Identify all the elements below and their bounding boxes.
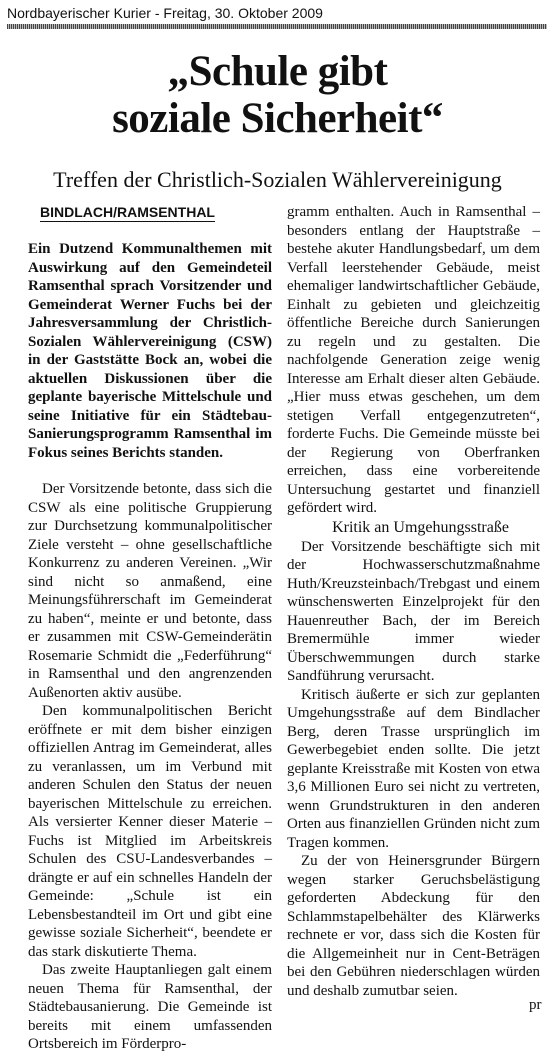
body-paragraph-3: Das zweite Hauptanliegen galt einem neuen Thema für Ramsenthal, der Städtebausanierung. Die Gemeinde ist bereits mit einem umfassenden Ortsbereich im Förderpro- [28,962,272,1052]
body-paragraph-3-continued: gramm enthalten. Auch in Ramsenthal – besonders entlang der Hauptstraße – bestehe akuter Handlungsbedarf, um dem Verfall leerstehender Gebäude, meist ehemaliger landwirtschaftlicher Gebäude, Einhalt zu gebieten und gleichzeitig öffentliche Bereiche durch Sanierungen zu regeln und zu gestalten. Die nachfolgende Generation zeige wenig Interesse am Erhalt dieser alten Gebäude. „Hier muss etwas geschehen, um dem stetigen Verfall entgegenzutreten“, forderte Fuchs. Die Gemeinde müsste bei der Regierung von Oberfranken erreichen, dass eine vorbereitende Untersuchung gestartet und finanziell gefördert wird. [287,204,540,516]
body-paragraph-4: Der Vorsitzende beschäftigte sich mit der Hochwasserschutzmaßnahme Huth/Kreuzsteinbach/Trebgast und einem wünschenswerten Einzelprojekt für den Hauenreuther Bach, der im Bereich Bremermühle immer wieder Überschwemmungen durch starke Sandführung verursacht. [287,538,540,684]
headline [10,48,545,142]
body-paragraph-6: Zu der von Heinersgrunder Bürgern wegen starker Geruchsbelästigung geforderten Abdeckung für den Schlammstapelbehälter des Klärwerks rechnete er vor, dass sich die Kosten für die Allgemeinheit nur in Cent-Beträgen bei den Gebühren niederschlagen würden und deshalb zumutbar seien. [287,853,540,999]
author-signature: pr [529,997,542,1013]
lead-paragraph: Ein Dutzend Kommunalthemen mit Auswirkung auf den Gemeindeteil Ramsenthal sprach Vorsitzender und Gemeinderat Werner Fuchs bei der Jahresversammlung der Christlich-Sozialen Wählervereinigung (CSW) in der Gaststätte Bock an, wobei die aktuellen Diskussionen über die geplante bayerische Mittelschule und seine Initiative für ein Städtebau-Sanierungsprogramm Ramsenthal im Fokus seines Berichts standen. [28,241,272,461]
masthead-text: Nordbayerischer Kurier - Freitag, 30. Oktober 2009 [7,5,323,21]
subheadline: Treffen der Christlich-Sozialen Wählervereinigung [53,167,502,192]
headline-line-2: soziale Sicherheit“ [112,95,443,142]
masthead [7,5,547,29]
column-right [287,203,540,1000]
body-paragraph-2: Den kommunalpolitischen Bericht eröffnete er mit dem bisher einzigen offiziellen Antrag im Gemeinderat, alles zu veranlassen, um im Verbund mit anderen Schulen den Status der neuen bayerischen Mittelschule zu erreichen. Als versierter Kenner dieser Materie – Fuchs ist Mitglied im Arbeitskreis Schulen des CSU-Landesverbandes – drängte er auf ein schnelles Handeln der Gemeinde: „Schule ist ein Lebensbestandteil im Ort und gibt eine gewisse soziale Sicherheit“, beendete er das stark diskutierte Thema. [28,703,272,960]
masthead-rule [7,24,547,29]
headline-line-1: „Schule gibt [167,48,388,95]
crosshead: Kritik an Umgehungsstraße [332,518,509,536]
column-left [28,240,272,1054]
dateline: BINDLACH/RAMSENTHAL [40,204,215,220]
body-paragraph-1: Der Vorsitzende betonte, dass sich die CSW als eine politische Gruppierung zur Durchsetzung kommunalpolitischer Ziele versteht – ohne gesellschaftliche Konkurrenz zu anderen Vereinen. „Wir sind nicht so anmaßend, eine Meinungsführerschaft im Gemeinderat zu haben“, meinte er und betonte, dass er zusammen mit CSW-Gemeinderätin Rosemarie Schmidt die „Federführung“ in Ramsenthal und den angrenzenden Außenorten aktiv ausübe. [28,481,272,701]
body-paragraph-5: Kritisch äußerte er sich zur geplanten Umgehungsstraße auf dem Bindlacher Berg, deren Trasse ursprünglich im Gewerbegebiet enden sollte. Die jetzt geplante Kreisstraße mit Kosten von etwa 3,6 Millionen Euro sei nicht zu vertreten, wenn Grundstrukturen in den anderen Orten aus finanziellen Gründen nicht zum Tragen kommen. [287,686,540,851]
